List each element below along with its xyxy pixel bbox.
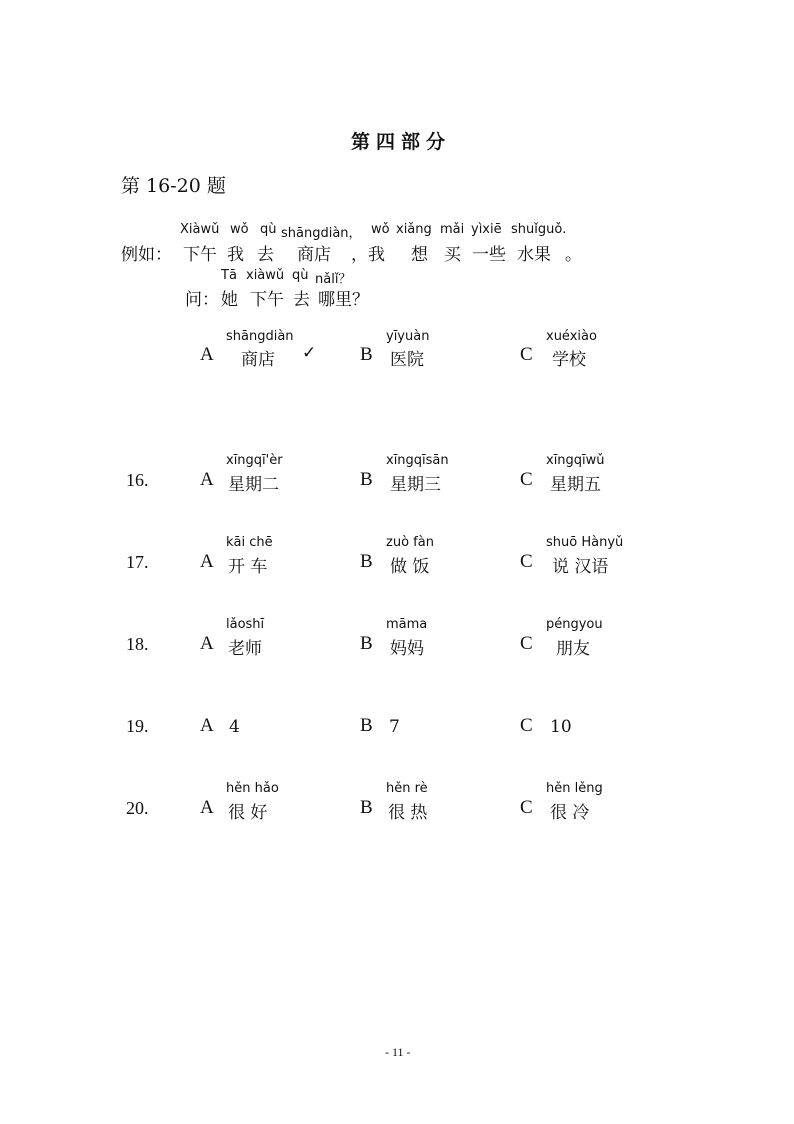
question-pinyin-word: qù [292,268,309,283]
option-text: 很 好 [228,803,268,823]
example-option-pinyin: xuéxiào [546,329,597,344]
page-title: 第四部分 [351,131,452,153]
example-label: 例如： [121,245,172,265]
option-text: 老师 [228,639,262,659]
example-pinyin-word: xiǎng [396,222,432,237]
question-pinyin-word: xiàwǔ [246,268,285,283]
option-pinyin: shuō Hànyǔ [546,535,624,550]
option-letter: A [200,715,214,736]
option-pinyin: hěn rè [386,781,428,796]
option-text: 星期三 [390,475,441,495]
example-char-word: 下午 [183,245,217,265]
option-pinyin: xīngqīwǔ [546,453,605,468]
option-pinyin: kāi chē [226,535,273,550]
example-option-letter: B [360,344,373,365]
question-number: 17. [126,552,149,572]
option-letter: C [520,633,533,654]
example-char-word: ，我 [351,245,385,265]
example-pinyin-word: qù [260,222,277,237]
option-pinyin: péngyou [546,617,603,632]
example-pinyin-word: shuǐguǒ. [511,222,567,237]
option-text: 4 [229,717,240,737]
option-pinyin: māma [386,617,428,632]
question-pinyin-word: Tā [221,268,237,283]
option-letter: A [200,633,214,654]
option-letter: C [520,469,533,490]
option-text: 说 汉语 [552,557,609,577]
example-option-letter: A [200,344,214,365]
option-letter: B [360,469,373,490]
example-pinyin-word: yìxiē [471,222,502,237]
option-letter: C [520,797,533,818]
option-text: 朋友 [556,639,590,659]
option-text: 7 [389,717,400,737]
question-pinyin-word: nǎlǐ？ [315,272,352,287]
option-pinyin: lǎoshī [226,617,265,632]
example-char-word: 想 [411,245,428,265]
option-letter: B [360,551,373,572]
question-number: 16. [126,470,149,490]
option-letter: A [200,797,214,818]
example-char-word: 去 [257,245,274,265]
option-pinyin: hěn hǎo [226,781,279,796]
option-letter: B [360,715,373,736]
option-letter: C [520,551,533,572]
example-option-text: 商店 [241,350,275,370]
option-letter: A [200,551,214,572]
example-option-text: 医院 [390,350,424,370]
example-pinyin-word: wǒ [371,222,390,237]
option-letter: B [360,633,373,654]
checkmark-icon: ✓ [302,343,317,363]
example-pinyin-word: mǎi [440,222,465,237]
example-char-word: 。 [565,245,582,265]
example-pinyin-word: shāngdiàn， [281,226,362,241]
option-pinyin: hěn lěng [546,781,603,796]
question-label: 问： [185,290,219,310]
example-char-word: 买 [444,245,461,265]
example-option-pinyin: shāngdiàn [226,329,294,344]
page-number: - 11 - [385,1045,411,1059]
option-letter: C [520,715,533,736]
example-char-word: 水果 [517,245,551,265]
question-number: 20. [126,798,149,818]
question-char-word: 下午 [250,290,284,310]
example-option-letter: C [520,344,533,365]
example-char-word: 商店 [297,245,331,265]
example-option-pinyin: yīyuàn [386,329,430,344]
option-pinyin: zuò fàn [386,535,434,550]
example-option-text: 学校 [552,350,586,370]
example-pinyin-word: Xiàwǔ [180,222,220,237]
question-char-word: 她 [221,290,238,310]
section-heading: 第 16-20 题 [121,175,226,197]
option-text: 很 热 [388,803,428,823]
option-pinyin: xīngqīsān [386,453,449,468]
question-number: 18. [126,634,149,654]
option-text: 做 饭 [390,557,430,577]
option-text: 星期五 [550,475,601,495]
question-number: 19. [126,716,149,736]
example-pinyin-word: wǒ [230,222,249,237]
option-pinyin: xīngqī'èr [226,453,283,468]
example-char-word: 我 [227,245,244,265]
option-text: 妈妈 [390,639,424,659]
option-text: 很 冷 [550,803,590,823]
question-char-word: 去 [293,290,310,310]
option-letter: A [200,469,214,490]
option-letter: B [360,797,373,818]
example-char-word: 一些 [472,245,506,265]
option-text: 星期二 [228,475,279,495]
option-text: 10 [550,717,572,737]
option-text: 开 车 [228,557,268,577]
question-char-word: 哪里？ [318,290,369,310]
